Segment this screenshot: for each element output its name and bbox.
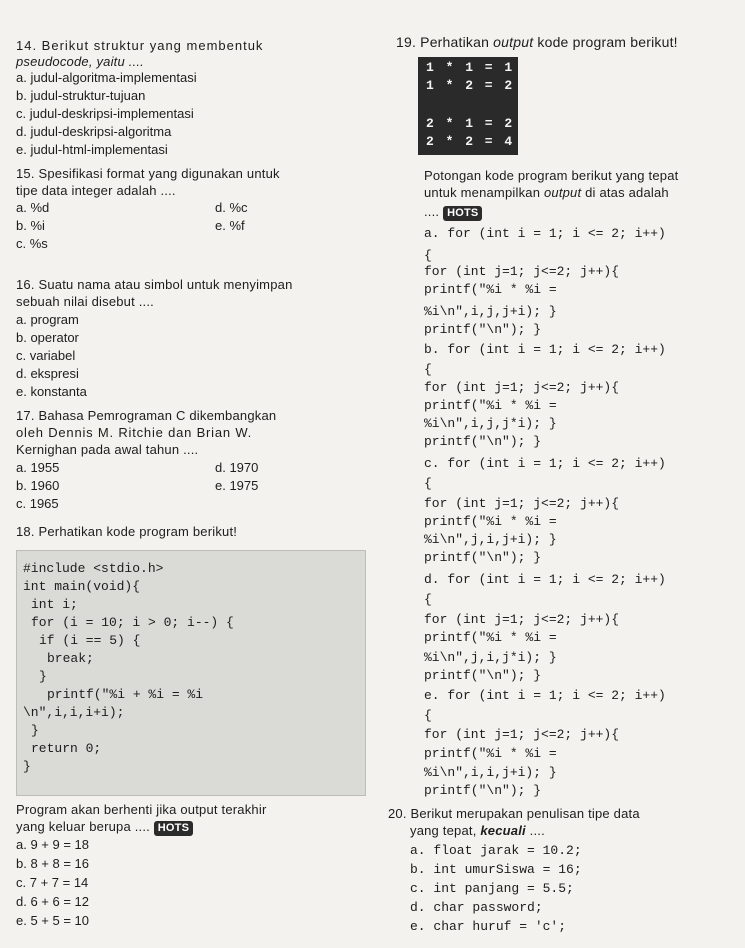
q19-prompt-b: di atas adalah [581,185,669,200]
q14-option-e[interactable]: e. judul-html-implementasi [16,142,168,157]
q14-stem-line1: 14. Berikut struktur yang membentuk [16,38,264,53]
q18-code-line: break; [47,651,94,666]
q19-option-d[interactable]: d. for (int i = 1; i <= 2; i++) [424,572,666,587]
q15-stem-line1: 15. Spesifikasi format yang digunakan untuk [16,166,280,181]
q19-code-line: { [424,592,432,607]
q15-option-d[interactable]: d. %c [215,200,248,215]
q18-code-line: if (i == 5) { [39,633,141,648]
q19-code-line: for (int j=1; j<=2; j++){ [424,496,620,511]
q18-after-line1: Program akan berhenti jika output terakhir [16,802,267,817]
q18-code-line: \n",i,i,i+i); [23,705,125,720]
q20-stem-a: yang tepat, [410,823,481,838]
q18-option-e[interactable]: e. 5 + 5 = 10 [16,913,90,928]
q19-stem [396,34,678,50]
q18-stem: 18. Perhatikan kode program berikut! [16,524,238,539]
q19-prompt-dots: .... [424,204,440,219]
q20-option-a[interactable]: a. float jarak = 10.2; [410,843,582,858]
q17-stem-line2: oleh Dennis M. Ritchie dan Brian W. [16,425,253,440]
q17-option-a[interactable]: a. 1955 [16,460,60,475]
q19-stem-rest: kode program berikut! [533,34,678,50]
q18-option-d[interactable]: d. 6 + 6 = 12 [16,894,90,909]
q18-after-line2 [16,819,193,836]
q15-option-a[interactable]: a. %d [16,200,50,215]
q14-option-a[interactable]: a. judul-algoritma-implementasi [16,70,197,85]
q16-stem-line2: sebuah nilai disebut .... [16,294,154,309]
q20-option-b[interactable]: b. int umurSiswa = 16; [410,862,582,877]
q16-option-e[interactable]: e. konstanta [16,384,87,399]
q19-code-line: %i\n",j,i,j*i); } [424,650,557,665]
q18-option-b[interactable]: b. 8 + 8 = 16 [16,856,90,871]
q19-code-line: printf("%i * %i = [424,514,557,529]
q19-code-line: { [424,476,432,491]
q17-option-c[interactable]: c. 1965 [16,496,59,511]
q18-code-line: int main(void){ [23,579,141,594]
q19-code-line: for (int j=1; j<=2; j++){ [424,380,620,395]
q14-option-b[interactable]: b. judul-struktur-tujuan [16,88,146,103]
q20-stem-line1: 20. Berikut merupakan penulisan tipe data [388,806,640,821]
q15-option-b[interactable]: b. %i [16,218,45,233]
q20-option-e[interactable]: e. char huruf = 'c'; [410,919,567,934]
q18-code-line: for (i = 10; i > 0; i--) { [31,615,234,630]
q19-prompt-line3 [424,204,482,221]
q17-stem-line3: Kernighan pada awal tahun .... [16,442,199,457]
q19-code-line: printf("%i * %i = [424,630,557,645]
q19-code-line: printf("%i * %i = [424,282,557,297]
q18-code-line: } [31,723,39,738]
q14-option-c[interactable]: c. judul-deskripsi-implementasi [16,106,194,121]
q15-stem-line2: tipe data integer adalah .... [16,183,176,198]
q18-code-line: return 0; [31,741,102,756]
q17-option-d[interactable]: d. 1970 [215,460,259,475]
q19-code-line: printf("\n"); } [424,322,542,337]
q19-code-line: printf("\n"); } [424,668,542,683]
q18-code-box [16,550,366,796]
q19-option-b[interactable]: b. for (int i = 1; i <= 2; i++) [424,342,666,357]
q19-output-box [418,57,518,155]
q19-prompt-line1: Potongan kode program berikut yang tepat [424,168,679,183]
q19-code-line: printf("\n"); } [424,783,542,798]
q20-stem-kecuali: kecuali [480,823,526,838]
q19-prompt-line2 [424,185,669,201]
q19-prompt-italic: output [543,185,582,200]
q19-code-line: printf("%i * %i = [424,398,557,413]
q19-prompt-a: untuk menampilkan [424,185,544,200]
q16-option-d[interactable]: d. ekspresi [16,366,79,381]
q19-output-line: 1 * 2 = 2 [426,78,515,93]
q18-after-text: yang keluar berupa .... [16,819,150,834]
q17-option-e[interactable]: e. 1975 [215,478,259,493]
q20-option-c[interactable]: c. int panjang = 5.5; [410,881,574,896]
q19-option-e[interactable]: e. for (int i = 1; i <= 2; i++) [424,688,666,703]
q19-stem-num: 19. Perhatikan [396,34,494,50]
q18-code-line: #include <stdio.h> [23,561,164,576]
hots-badge: HOTS [443,206,482,221]
q19-code-line: for (int j=1; j<=2; j++){ [424,612,620,627]
q18-code-line: } [23,759,31,774]
q14-option-d[interactable]: d. judul-deskripsi-algoritma [16,124,172,139]
q19-code-line: for (int j=1; j<=2; j++){ [424,727,620,742]
q19-output-line: 2 * 2 = 4 [426,134,515,149]
q20-option-d[interactable]: d. char password; [410,900,543,915]
q19-option-a[interactable]: a. for (int i = 1; i <= 2; i++) [424,226,666,241]
q16-option-a[interactable]: a. program [16,312,79,327]
q18-option-a[interactable]: a. 9 + 9 = 18 [16,837,90,852]
q18-code-line: printf("%i + %i = %i [47,687,204,702]
q19-code-line: %i\n",i,j,j*i); } [424,416,557,431]
q15-option-e[interactable]: e. %f [215,218,245,233]
q19-code-line: %i\n",i,j,j+i); } [424,304,557,319]
q20-stem-c: .... [525,823,545,838]
q19-output-line: 2 * 1 = 2 [426,116,515,131]
q14-stem-line2: pseudocode, yaitu .... [16,54,144,69]
q19-code-line: printf("%i * %i = [424,746,557,761]
q19-code-line: { [424,248,432,263]
hots-badge: HOTS [154,821,193,836]
q19-output-line: 1 * 1 = 1 [426,60,515,75]
q18-option-c[interactable]: c. 7 + 7 = 14 [16,875,89,890]
q19-code-line: { [424,362,432,377]
q19-code-line: { [424,708,432,723]
q19-stem-italic: output [493,34,534,50]
q16-stem-line1: 16. Suatu nama atau simbol untuk menyimpan [16,277,293,292]
q19-code-line: for (int j=1; j<=2; j++){ [424,264,620,279]
q19-code-line: printf("\n"); } [424,550,542,565]
q19-code-line: %i\n",j,i,j+i); } [424,532,557,547]
q19-code-line: %i\n",i,i,j+i); } [424,765,557,780]
q19-option-c[interactable]: c. for (int i = 1; i <= 2; i++) [424,456,666,471]
q16-option-b[interactable]: b. operator [16,330,79,345]
q18-code-line: int i; [31,597,78,612]
q20-stem-line2 [410,823,545,839]
q17-option-b[interactable]: b. 1960 [16,478,60,493]
q17-stem-line1: 17. Bahasa Pemrograman C dikembangkan [16,408,277,423]
q19-code-line: printf("\n"); } [424,434,542,449]
q15-option-c[interactable]: c. %s [16,236,48,251]
q18-code-line: } [39,669,47,684]
q16-option-c[interactable]: c. variabel [16,348,76,363]
